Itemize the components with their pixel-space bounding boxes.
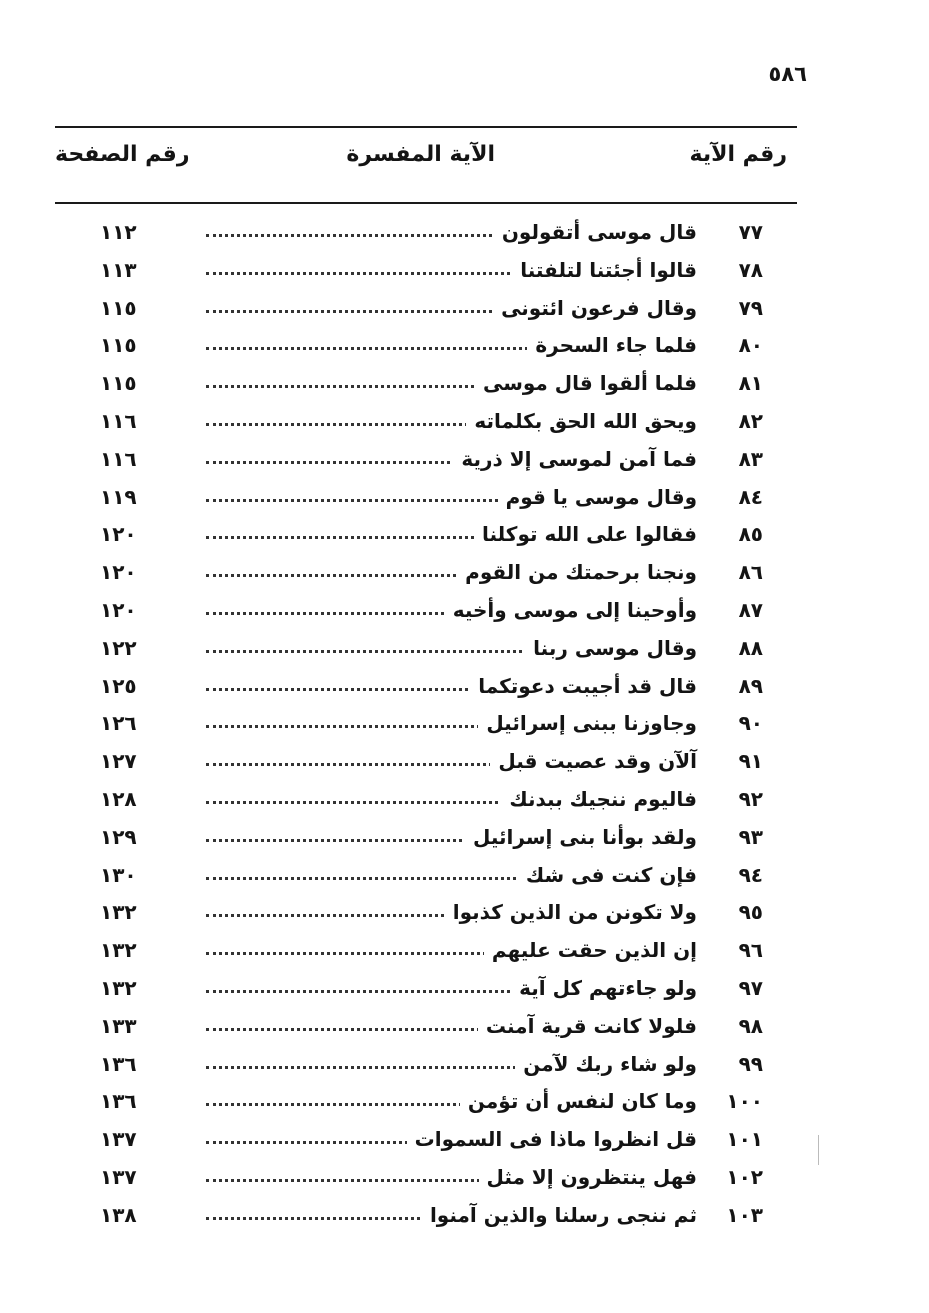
entry-page-number: ١٢٠ <box>100 597 137 622</box>
entry-page-number: ١٢٦ <box>100 711 137 736</box>
index-entry <box>0 743 929 781</box>
verse-text: فما آمن لموسى إلا ذرية <box>453 447 697 471</box>
verse-text: فاليوم ننجيك ببدنك <box>501 787 697 811</box>
index-entry <box>0 857 929 895</box>
verse-number-column-header: رقم الآية <box>689 142 787 167</box>
verse-number: ٩٩ <box>738 1051 763 1076</box>
verse-text: فلولا كانت قرية آمنت <box>478 1014 697 1038</box>
index-entry <box>0 1197 929 1235</box>
index-entry <box>0 592 929 630</box>
verse-number: ٩٦ <box>738 938 763 963</box>
table-header <box>55 142 797 182</box>
verse-number: ١٠٠ <box>726 1089 763 1114</box>
index-entry <box>0 668 929 706</box>
index-entry <box>0 441 929 479</box>
entry-page-number: ١١٩ <box>100 484 137 509</box>
entry-page-number: ١٣٢ <box>100 900 137 925</box>
index-entry <box>0 705 929 743</box>
index-entry <box>0 1159 929 1197</box>
verse-number: ٨٧ <box>738 597 763 622</box>
entry-page-number: ١٣٧ <box>100 1127 137 1152</box>
verse-text: وقال موسى ربنا <box>525 636 697 660</box>
entry-page-number: ١١٥ <box>100 371 137 396</box>
verse-number: ٩٧ <box>738 975 763 1000</box>
index-entry <box>0 365 929 403</box>
verse-text: ولا تكونن من الذين كذبوا <box>445 900 697 924</box>
verse-number: ٨٤ <box>738 484 763 509</box>
margin-mark <box>818 1135 819 1165</box>
verse-text: ولقد بوأنا بنى إسرائيل <box>465 825 697 849</box>
entry-page-number: ١٣٦ <box>100 1051 137 1076</box>
entry-page-number: ١١٦ <box>100 446 137 471</box>
entry-page-number: ١١٣ <box>100 257 137 282</box>
index-entry <box>0 1121 929 1159</box>
index-entry <box>0 554 929 592</box>
entry-page-number: ١١٢ <box>100 220 137 244</box>
entry-page-number: ١٢٥ <box>100 673 137 698</box>
verse-number: ٩٨ <box>738 1013 763 1038</box>
verse-number: ٩٠ <box>738 711 763 736</box>
verse-text-column-header: الآية المفسرة <box>346 142 495 167</box>
header-bottom-rule <box>55 202 797 204</box>
verse-text: ولو جاءتهم كل آية <box>511 976 697 1000</box>
verse-number: ٨١ <box>738 371 763 396</box>
verse-text: فهل ينتظرون إلا مثل <box>479 1165 697 1189</box>
verse-number: ٩١ <box>738 749 763 774</box>
verse-text: قل انظروا ماذا فى السموات <box>407 1127 697 1151</box>
verse-text: فلما ألقوا قال موسى <box>475 371 697 395</box>
entry-page-number: ١٢٢ <box>100 635 137 660</box>
entry-page-number: ١٣٢ <box>100 938 137 963</box>
verse-text: قال قد أجيبت دعوتكما <box>470 674 697 698</box>
entry-page-number: ١٢٧ <box>100 749 137 774</box>
index-entry <box>0 327 929 365</box>
verse-text: وقال فرعون ائتونى <box>493 296 697 320</box>
entry-page-number: ١٣٨ <box>100 1202 137 1227</box>
entry-page-number: ١٣٣ <box>100 1013 137 1038</box>
verse-number: ٨٦ <box>738 560 763 585</box>
entry-page-number: ١٢٨ <box>100 786 137 811</box>
verse-number: ٨٣ <box>738 446 763 471</box>
index-entry <box>0 932 929 970</box>
index-entry <box>0 894 929 932</box>
verse-number: ٨٥ <box>738 522 763 547</box>
entry-page-number: ١٣٧ <box>100 1164 137 1189</box>
entry-page-number: ١٣٠ <box>100 862 137 887</box>
verse-number: ٧٨ <box>738 257 763 282</box>
verse-number: ٧٩ <box>738 295 763 320</box>
entry-page-number: ١٢٩ <box>100 824 137 849</box>
verse-number: ٩٤ <box>738 862 763 887</box>
entry-page-number: ١٣٢ <box>100 975 137 1000</box>
verse-text: وأوحينا إلى موسى وأخيه <box>445 598 697 622</box>
index-entry <box>0 516 929 554</box>
verse-text: ثم ننجى رسلنا والذين آمنوا <box>422 1203 697 1227</box>
verse-number: ٧٧ <box>738 220 763 244</box>
verse-text: وما كان لنفس أن تؤمن <box>460 1089 697 1113</box>
verse-number: ٩٢ <box>738 786 763 811</box>
verse-text: وقال موسى يا قوم <box>498 485 697 509</box>
entry-page-number: ١٢٠ <box>100 522 137 547</box>
header-top-rule <box>55 126 797 128</box>
index-entry <box>0 1046 929 1084</box>
page-number: ٥٨٦ <box>768 62 807 86</box>
verse-text: قالوا أجئتنا لتلفتنا <box>512 258 697 282</box>
index-entry <box>0 479 929 517</box>
verse-number: ٨٠ <box>738 333 763 358</box>
index-entry <box>0 970 929 1008</box>
verse-text: ولو شاء ربك لآمن <box>515 1052 697 1076</box>
page-number-column-header: رقم الصفحة <box>55 142 190 167</box>
entry-page-number: ١٢٠ <box>100 560 137 585</box>
index-entry <box>0 781 929 819</box>
verse-text: قال موسى أتقولون <box>494 220 697 244</box>
index-entry <box>0 403 929 441</box>
index-entry <box>0 1008 929 1046</box>
index-entries <box>0 214 929 1235</box>
verse-text: ونجنا برحمتك من القوم <box>457 560 697 584</box>
entry-page-number: ١٣٦ <box>100 1089 137 1114</box>
entry-page-number: ١١٦ <box>100 408 137 433</box>
verse-number: ٨٢ <box>738 408 763 433</box>
verse-number: ١٠١ <box>726 1127 763 1152</box>
verse-text: فإن كنت فى شك <box>518 863 697 887</box>
verse-number: ٩٥ <box>738 900 763 925</box>
verse-text: ويحق الله الحق بكلماته <box>466 409 697 433</box>
index-entry <box>0 290 929 328</box>
verse-number: ٨٩ <box>738 673 763 698</box>
index-entry <box>0 819 929 857</box>
verse-text: فقالوا على الله توكلنا <box>474 522 697 546</box>
verse-text: آلآن وقد عصيت قبل <box>490 749 697 773</box>
entry-page-number: ١١٥ <box>100 295 137 320</box>
verse-text: وجاوزنا ببنى إسرائيل <box>478 711 697 735</box>
entry-page-number: ١١٥ <box>100 333 137 358</box>
verse-text: إن الذين حقت عليهم <box>484 938 697 962</box>
verse-number: ٨٨ <box>738 635 763 660</box>
verse-number: ١٠٣ <box>726 1202 763 1227</box>
verse-number: ١٠٢ <box>726 1164 763 1189</box>
index-entry <box>0 630 929 668</box>
index-entry <box>0 214 929 252</box>
index-entry <box>0 1083 929 1121</box>
verse-text: فلما جاء السحرة <box>527 333 697 357</box>
verse-number: ٩٣ <box>738 824 763 849</box>
index-entry <box>0 252 929 290</box>
